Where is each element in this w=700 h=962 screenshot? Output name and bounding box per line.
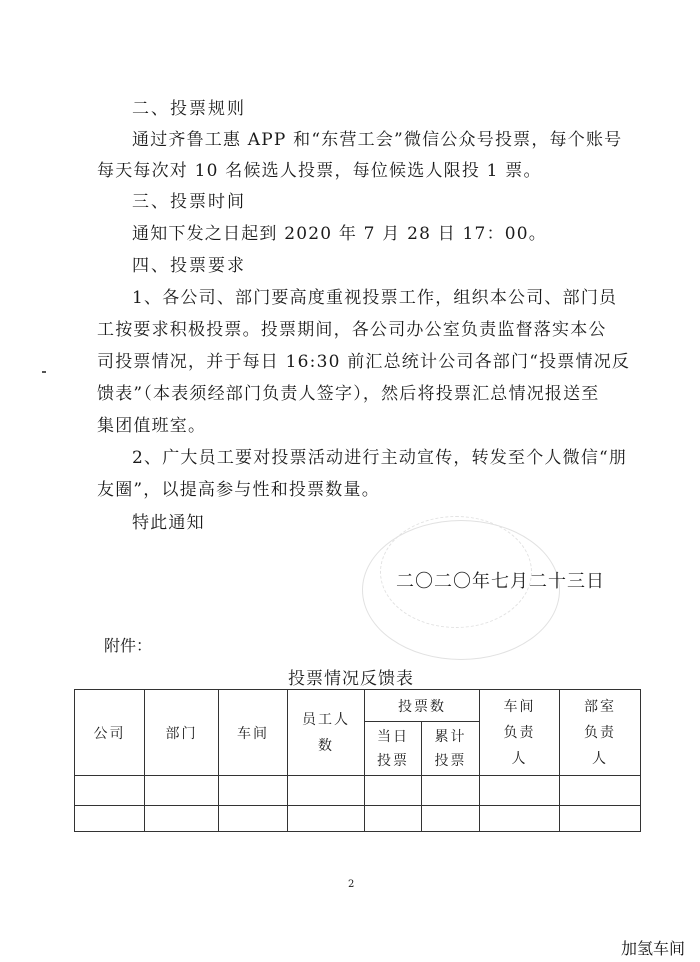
header-department: 部门 — [145, 690, 219, 776]
body-line: 馈表”（本表须经部门负责人签字），然后将投票汇总情况报送至 — [97, 384, 600, 404]
body-line: 1、各公司、部门要高度重视投票工作，组织本公司、部门员 — [132, 288, 618, 308]
table-cell — [560, 806, 641, 832]
table-cell — [288, 806, 365, 832]
table-cell — [288, 776, 365, 806]
section-heading-voting-time: 三、投票时间 — [132, 192, 246, 212]
table-cell — [145, 806, 219, 832]
header-votes-today — [365, 722, 422, 776]
scan-speck — [42, 371, 46, 373]
attachment-label: 附件： — [104, 636, 153, 655]
page-number: 2 — [348, 879, 355, 890]
header-votes-total — [422, 722, 480, 776]
header-votes-today-text: 当日投票 — [377, 728, 409, 769]
header-votes-total-text: 累计投票 — [434, 728, 467, 769]
body-line: 每天每次对 10 名候选人投票，每位候选人限投 1 票。 — [97, 161, 542, 181]
table-cell — [480, 776, 560, 806]
body-line: 工按要求积极投票。投票期间，各公司办公室负责监督落实本公 — [97, 320, 607, 340]
table-cell — [75, 806, 145, 832]
body-line: 通知下发之日起到 2020 年 7 月 28 日 17：00。 — [132, 224, 548, 244]
header-workshop-head — [480, 690, 560, 776]
table-cell — [480, 806, 560, 832]
section-heading-voting-rules: 二、投票规则 — [132, 99, 246, 119]
header-staff-count-text: 员工人数 — [302, 711, 350, 754]
header-votes: 投票数 — [365, 690, 480, 722]
body-line: 集团值班室。 — [97, 416, 207, 436]
table-cell — [365, 806, 422, 832]
table-title: 投票情况反馈表 — [288, 669, 414, 689]
header-dept-head — [560, 690, 641, 776]
feedback-table — [74, 689, 641, 832]
issue-date: 二〇二〇年七月二十三日 — [396, 571, 605, 592]
header-dept-head-text: 部室负责人 — [584, 698, 616, 767]
header-workshop: 车间 — [219, 690, 288, 776]
table-cell — [365, 776, 422, 806]
header-staff-count — [288, 690, 365, 776]
body-line: 2、广大员工要对投票活动进行主动宣传，转发至个人微信“朋 — [132, 448, 628, 468]
header-company: 公司 — [75, 690, 145, 776]
header-workshop-head-text: 车间负责人 — [503, 698, 536, 767]
table-cell — [422, 806, 480, 832]
watermark: 加氢车间 — [621, 939, 686, 958]
body-line: 通过齐鲁工惠 APP 和“东营工会”微信公众号投票，每个账号 — [132, 130, 623, 150]
section-heading-voting-requirements: 四、投票要求 — [132, 256, 246, 276]
table-cell — [560, 776, 641, 806]
table-cell — [422, 776, 480, 806]
table-row — [75, 776, 641, 806]
table-cell — [145, 776, 219, 806]
table-row — [75, 806, 641, 832]
table-cell — [75, 776, 145, 806]
body-line: 司投票情况，并于每日 16:30 前汇总统计公司各部门“投票情况反 — [97, 352, 631, 372]
closing-text: 特此通知 — [132, 513, 205, 533]
table-cell — [219, 806, 288, 832]
table-cell — [219, 776, 288, 806]
body-line: 友圈”，以提高参与性和投票数量。 — [97, 480, 380, 500]
